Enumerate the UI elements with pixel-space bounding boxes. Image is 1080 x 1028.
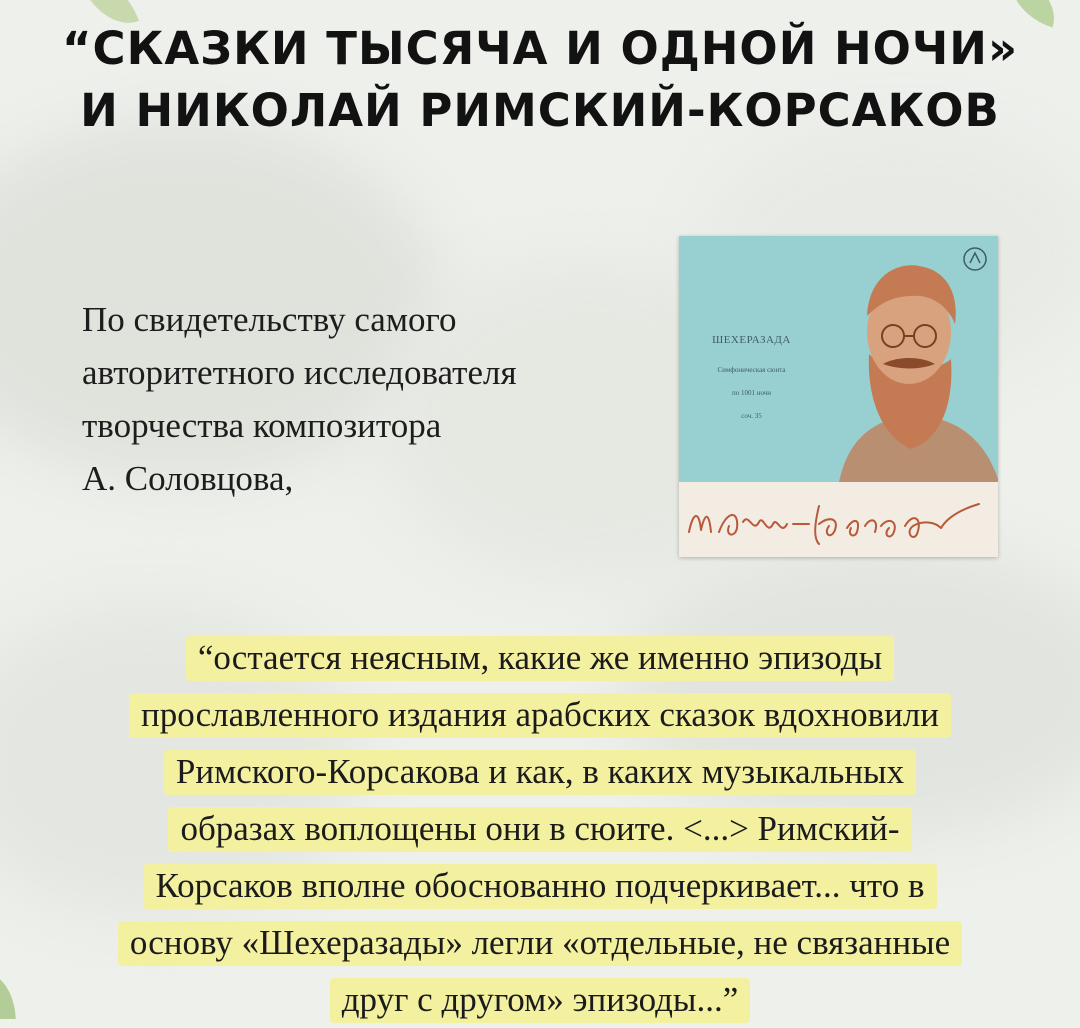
intro-line: авторитетного исследователя xyxy=(82,353,517,392)
album-subtitle: по 1001 ночи xyxy=(731,389,772,397)
title-line: И НИКОЛАЙ РИМСКИЙ-КОРСАКОВ xyxy=(80,84,1000,137)
intro-line: А. Соловцова, xyxy=(82,459,294,498)
composer-signature xyxy=(679,482,998,557)
quote-line: “остается неясным, какие же именно эпизоды xyxy=(186,636,894,681)
album-title: ШЕХЕРАЗАДА xyxy=(712,334,791,346)
leaf-icon xyxy=(0,972,25,1019)
highlighted-quote xyxy=(50,629,1030,1028)
quote-line: Корсаков вполне обоснованно подчеркивает... что в xyxy=(143,864,936,909)
album-cover-art xyxy=(679,236,998,482)
composer-portrait-icon xyxy=(819,244,998,482)
album-cover-image xyxy=(679,236,998,557)
intro-paragraph xyxy=(82,293,662,505)
page-title xyxy=(0,18,1080,142)
intro-line: творчества композитора xyxy=(82,406,442,445)
quote-line: прославленного издания арабских сказок вдохновили xyxy=(129,693,951,738)
intro-line: По свидетельству самого xyxy=(82,300,457,339)
quote-line: основу «Шехеразады» легли «отдельные, не связанные xyxy=(118,921,962,966)
quote-line: образах воплощены они в сюите. <...> Римский- xyxy=(168,807,911,852)
quote-line: Римского-Корсакова и как, в каких музыкальных xyxy=(164,750,916,795)
album-subtitle: Симфоническая сюита xyxy=(717,366,786,374)
quote-line: друг с другом» эпизоды...” xyxy=(330,978,751,1023)
title-line: “СКАЗКИ ТЫСЯЧА И ОДНОЙ НОЧИ» xyxy=(61,22,1019,75)
album-subtitle: соч. 35 xyxy=(741,412,762,420)
